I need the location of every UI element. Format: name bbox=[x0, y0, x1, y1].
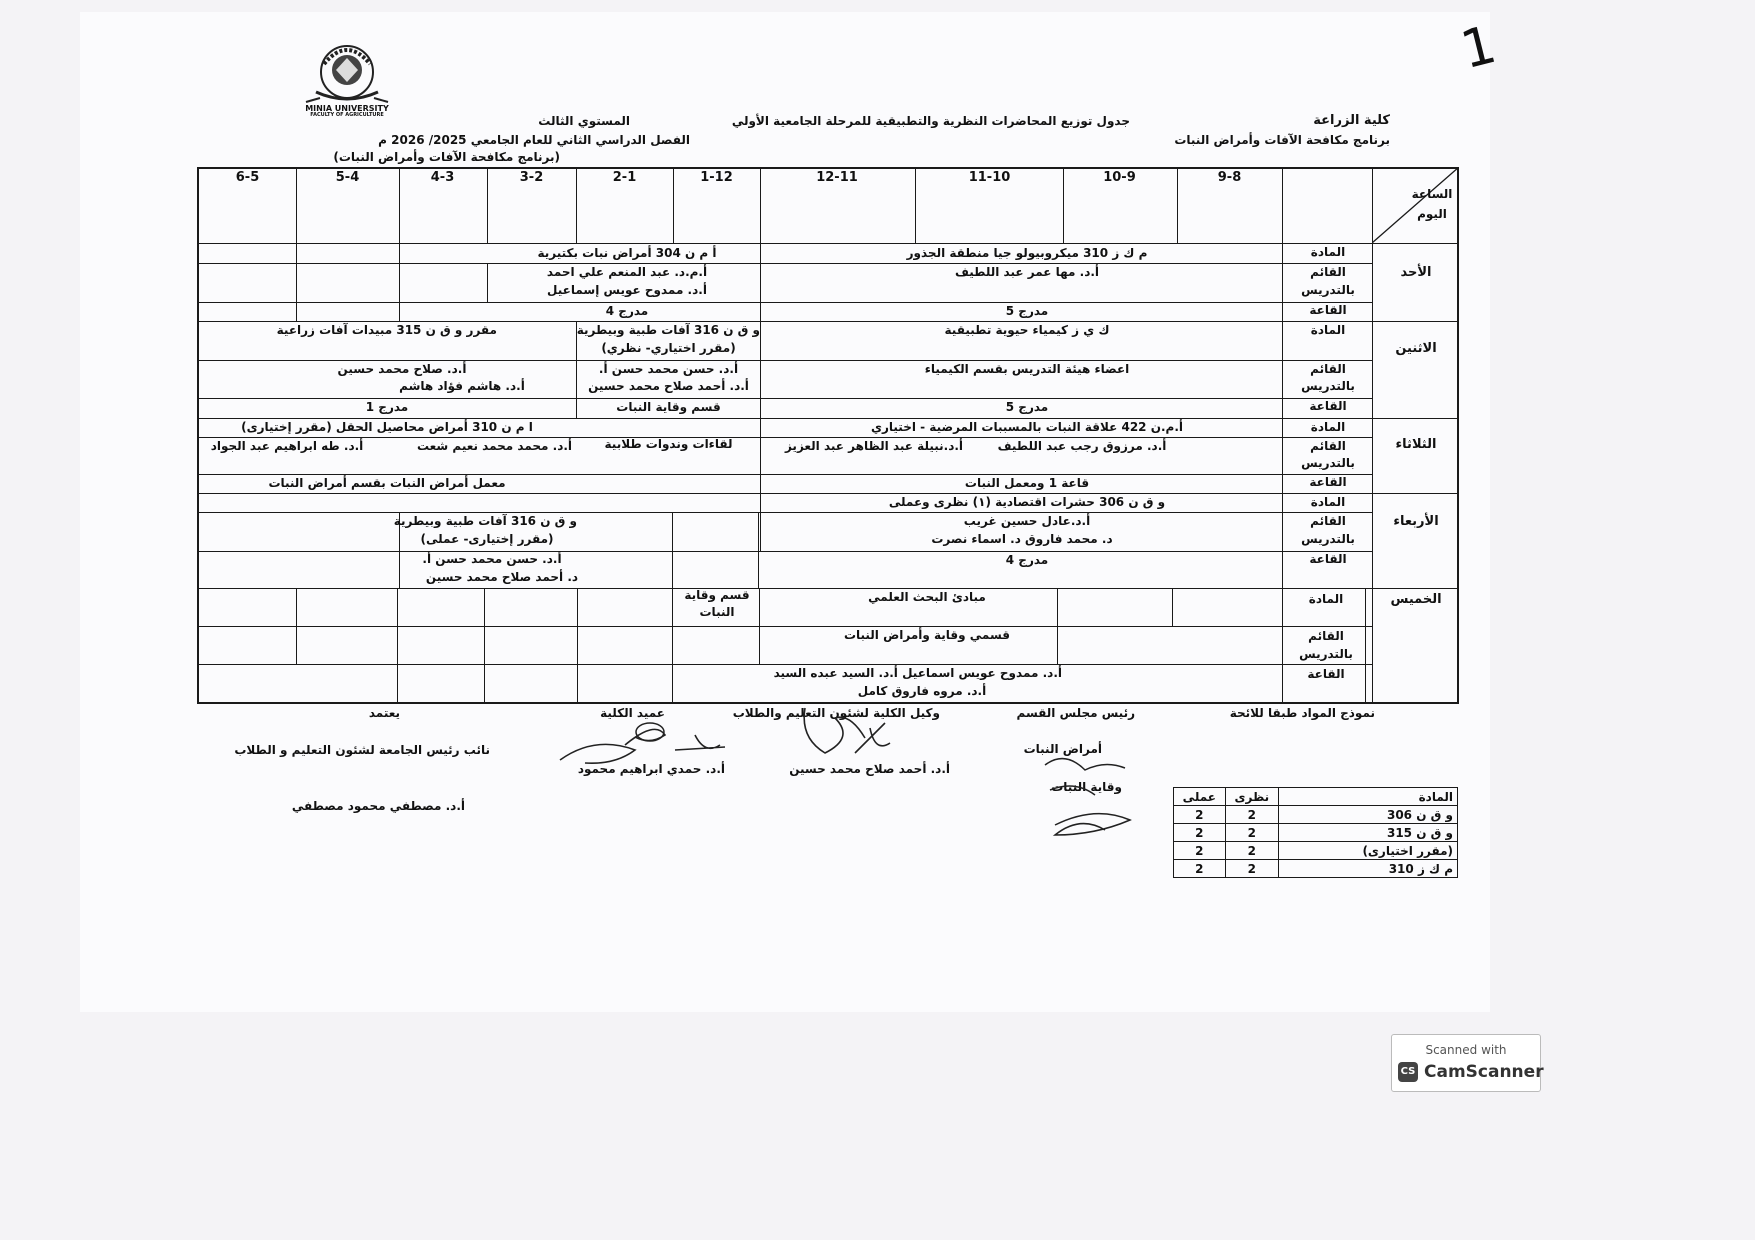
monday-hall-am: مدرج 5 bbox=[1005, 400, 1049, 414]
vice-president-title: نائب رئيس الجامعة لشئون التعليم و الطلاب bbox=[234, 743, 490, 757]
wednesday-teacher-am: د. محمد فاروق د. اسماء نصرت bbox=[931, 532, 1113, 546]
sunday-subject-am: م ك ز 310 ميكروبيولو جيا منطقة الجذور bbox=[906, 246, 1148, 260]
tuesday-teacher-pm: أ.د. طه ابراهيم عبد الجواد bbox=[210, 439, 364, 453]
level-label: المستوي الثالث bbox=[538, 114, 630, 128]
row-label-hall: القاعة bbox=[1309, 552, 1347, 566]
timetable bbox=[197, 167, 1459, 704]
wednesday-teacher-pm: د. أحمد صلاح محمد حسين bbox=[425, 570, 579, 584]
time-slot: 12-11 bbox=[816, 170, 858, 185]
row-label-teacher: القائم bbox=[1310, 514, 1346, 528]
row-label-subject: المادة bbox=[1310, 323, 1346, 337]
sunday-teacher-pm: أ.د. ممدوح عويس إسماعيل bbox=[547, 283, 707, 297]
theory-hours: 2 bbox=[1225, 842, 1278, 860]
day-monday: الاثنين bbox=[1395, 341, 1437, 356]
thursday-teacher: قسمي وقاية وأمراض النبات bbox=[843, 628, 1011, 642]
wednesday-hall-am: مدرج 4 bbox=[1005, 553, 1049, 567]
row-label-teacher: بالتدريس bbox=[1301, 456, 1355, 470]
dean-name: أ.د. حمدي ابراهيم محمود bbox=[577, 762, 725, 776]
vice-dean-label: وكيل الكلية لشئون التعليم والطلاب bbox=[732, 706, 940, 720]
schedule-title: جدول توزيع المحاضرات النظرية والتطبيقية للمرحلة الجامعية الأولي bbox=[731, 114, 1130, 128]
wednesday-subject-pm: (مقرر إختيارى- عملى) bbox=[420, 532, 554, 546]
thursday-subject-dept: النبات bbox=[699, 605, 735, 619]
header-theory: نظرى bbox=[1225, 788, 1278, 806]
program-name-top: برنامج مكافحة الآفات وأمراض النبات bbox=[1174, 133, 1390, 147]
dept-head-signature-icon bbox=[1035, 750, 1135, 850]
faculty-name: كلية الزراعة bbox=[1313, 113, 1390, 128]
day-sunday: الأحد bbox=[1400, 265, 1432, 280]
practical-hours: 2 bbox=[1174, 860, 1226, 878]
theory-hours: 2 bbox=[1225, 860, 1278, 878]
page-mark: 1 bbox=[1455, 14, 1502, 82]
row-label-teacher: بالتدريس bbox=[1301, 532, 1355, 546]
row-label-hall: القاعة bbox=[1309, 475, 1347, 489]
vice-dean-signature-icon bbox=[795, 698, 895, 768]
model-label: نموذج المواد طبقا للائحة bbox=[1229, 706, 1375, 720]
logo-text-university: MINIA UNIVERSITY bbox=[305, 104, 389, 113]
subject-code: م ك ز 310 bbox=[1279, 860, 1458, 878]
row-label-teacher: بالتدريس bbox=[1301, 283, 1355, 297]
time-slot: 5-4 bbox=[335, 170, 360, 185]
tuesday-teacher-am: أ.د.نبيلة عبد الظاهر عبد العزيز bbox=[784, 439, 964, 453]
thursday-subject: مبادئ البحث العلمي bbox=[868, 590, 986, 604]
subject-code: (مقرر اختيارى) bbox=[1279, 842, 1458, 860]
corner-diagonal bbox=[1372, 167, 1459, 243]
monday-subject-pm: مقرر و ق ن 315 مبيدات آفات زراعية bbox=[276, 323, 497, 337]
row-label-teacher: القائم bbox=[1310, 362, 1346, 376]
thursday-subject-dept: قسم وقاية bbox=[684, 588, 750, 602]
vice-president-name: أ.د. مصطفي محمود مصطفي bbox=[291, 799, 465, 813]
university-logo bbox=[296, 40, 398, 122]
row-label-hall: القاعة bbox=[1309, 399, 1347, 413]
row-label-subject: المادة bbox=[1310, 495, 1346, 509]
thursday-hall: أ.د. مروه فاروق كامل bbox=[857, 684, 987, 698]
time-slot: 9-8 bbox=[1217, 170, 1242, 185]
monday-teacher-pm: أ.د. هاشم فؤاد هاشم bbox=[399, 379, 525, 393]
sunday-hall-am: مدرج 5 bbox=[1005, 304, 1049, 318]
time-slot: 10-9 bbox=[1103, 170, 1136, 185]
practical-hours: 2 bbox=[1174, 842, 1226, 860]
row-label-teacher: القائم bbox=[1308, 629, 1344, 643]
row-label-teacher: القائم bbox=[1310, 439, 1346, 453]
thursday-hall: أ.د. ممدوح عويس اسماعيل أ.د. السيد عبده السيد bbox=[773, 666, 1062, 680]
row-label-subject: المادة bbox=[1310, 245, 1346, 259]
tuesday-hall-am: قاعة 1 ومعمل النبات bbox=[964, 476, 1090, 490]
theory-hours: 2 bbox=[1225, 806, 1278, 824]
time-slot: 11-10 bbox=[968, 170, 1011, 185]
time-slot: 3-2 bbox=[519, 170, 544, 185]
camscanner-logo-icon: CS bbox=[1398, 1062, 1418, 1082]
sunday-teacher-am: أ.د. مها عمر عبد اللطيف bbox=[954, 265, 1100, 279]
dept-head-label: رئيس مجلس القسم bbox=[1016, 706, 1135, 720]
watermark-line1: Scanned with bbox=[1425, 1043, 1507, 1057]
dept-names: أمراض النبات bbox=[1023, 742, 1102, 756]
tuesday-teacher-pm: أ.د. محمد محمد نعيم شعت bbox=[416, 439, 573, 453]
wednesday-subject-pm: و ق ن 316 آفات طبية وبيطرية bbox=[393, 514, 577, 528]
tuesday-subject-pm: ا م ن 310 أمراض محاصيل الحقل (مقرر إختيارى) bbox=[241, 420, 533, 434]
monday-subject-am: ك ي ز كيمياء حيوية تطبيقية bbox=[944, 323, 1110, 337]
tuesday-student-meetings: لقاءات وندوات طلابية bbox=[604, 437, 733, 451]
day-tuesday: الثلاثاء bbox=[1395, 437, 1437, 452]
row-label-teacher: بالتدريس bbox=[1301, 379, 1355, 393]
header-subject: المادة bbox=[1279, 788, 1458, 806]
subject-code: و ق ن 315 bbox=[1279, 824, 1458, 842]
monday-hall-pm: مدرج 1 bbox=[365, 400, 409, 414]
monday-teacher-mid: أ.د. حسن محمد حسن أ. bbox=[598, 362, 739, 376]
row-label-hall: القاعة bbox=[1309, 303, 1347, 317]
table-row bbox=[1174, 860, 1458, 878]
tuesday-hall-pm: معمل أمراض النبات بقسم أمراض النبات bbox=[268, 476, 506, 490]
dept-names: وقاية النبات bbox=[1051, 780, 1122, 794]
theory-hours: 2 bbox=[1225, 824, 1278, 842]
sunday-hall-pm: مدرج 4 bbox=[605, 304, 649, 318]
credit-hours-table bbox=[1173, 787, 1458, 878]
row-label-subject: المادة bbox=[1308, 592, 1344, 606]
time-slot: 6-5 bbox=[235, 170, 260, 185]
wednesday-teacher-pm: أ.د. حسن محمد حسن أ. bbox=[422, 552, 562, 566]
monday-subject-mid: و ق ن 316 آفات طبية وبيطرية bbox=[576, 323, 760, 337]
time-slot: 1-12 bbox=[700, 170, 733, 185]
corner-day-label: اليوم bbox=[1417, 207, 1447, 221]
monday-teacher-mid: أ.د. أحمد صلاح محمد حسين bbox=[588, 379, 749, 393]
wednesday-teacher-am: أ.د.عادل حسين غريب bbox=[963, 514, 1091, 528]
table-row bbox=[1174, 824, 1458, 842]
header-practical: عملى bbox=[1174, 788, 1226, 806]
table-row bbox=[1174, 842, 1458, 860]
semester-label: الفصل الدراسي الثاني للعام الجامعي 2025/ 2026 م bbox=[378, 133, 690, 147]
practical-hours: 2 bbox=[1174, 824, 1226, 842]
tuesday-teacher-am: أ.د. مرزوق رجب عبد اللطيف bbox=[997, 439, 1167, 453]
tuesday-subject-am: أ.م.ن 422 علاقة النبات بالمسببات المرضية - اختياري bbox=[871, 420, 1183, 434]
dean-label: عميد الكلية bbox=[600, 706, 665, 720]
time-slot: 2-1 bbox=[612, 170, 637, 185]
corner-hour-label: الساعة bbox=[1411, 187, 1453, 201]
vice-dean-name: أ.د. أحمد صلاح محمد حسين bbox=[789, 762, 950, 776]
row-label-teacher: بالتدريس bbox=[1299, 647, 1353, 661]
logo-text-faculty: FACULTY OF AGRICULTURE bbox=[310, 112, 384, 118]
camscanner-watermark bbox=[1391, 1034, 1544, 1092]
monday-teacher-am: اعضاء هيئة التدريس بقسم الكيمياء bbox=[924, 362, 1130, 376]
day-thursday: الخميس bbox=[1390, 592, 1442, 607]
watermark-line2: CamScanner bbox=[1424, 1062, 1544, 1082]
subject-code: و ق ن 306 bbox=[1279, 806, 1458, 824]
program-label: (برنامج مكافحة الآفات وأمراض النبات) bbox=[333, 150, 560, 164]
monday-hall-mid: قسم وقاية النبات bbox=[616, 400, 721, 414]
monday-subject-mid: (مقرر اختياري- نظري) bbox=[601, 341, 736, 355]
sunday-teacher-pm: أ.م.د. عبد المنعم علي احمد bbox=[546, 265, 708, 279]
row-label-teacher: القائم bbox=[1310, 265, 1346, 279]
row-label-hall: القاعة bbox=[1307, 667, 1345, 681]
day-wednesday: الأربعاء bbox=[1393, 514, 1439, 529]
wednesday-subject-am: و ق ن 306 حشرات اقتصادية (١) نظرى وعملى bbox=[888, 495, 1166, 509]
dean-signature-icon bbox=[555, 715, 735, 775]
approve-label: يعتمد bbox=[368, 706, 400, 720]
sunday-subject-pm: أ م ن 304 أمراض نبات بكتيرية bbox=[537, 246, 717, 260]
table-row bbox=[1174, 806, 1458, 824]
row-label-subject: المادة bbox=[1310, 420, 1346, 434]
table-header-row bbox=[1174, 788, 1458, 806]
monday-teacher-pm: أ.د. صلاح محمد حسين bbox=[337, 362, 467, 376]
practical-hours: 2 bbox=[1174, 806, 1226, 824]
time-slot: 4-3 bbox=[430, 170, 455, 185]
